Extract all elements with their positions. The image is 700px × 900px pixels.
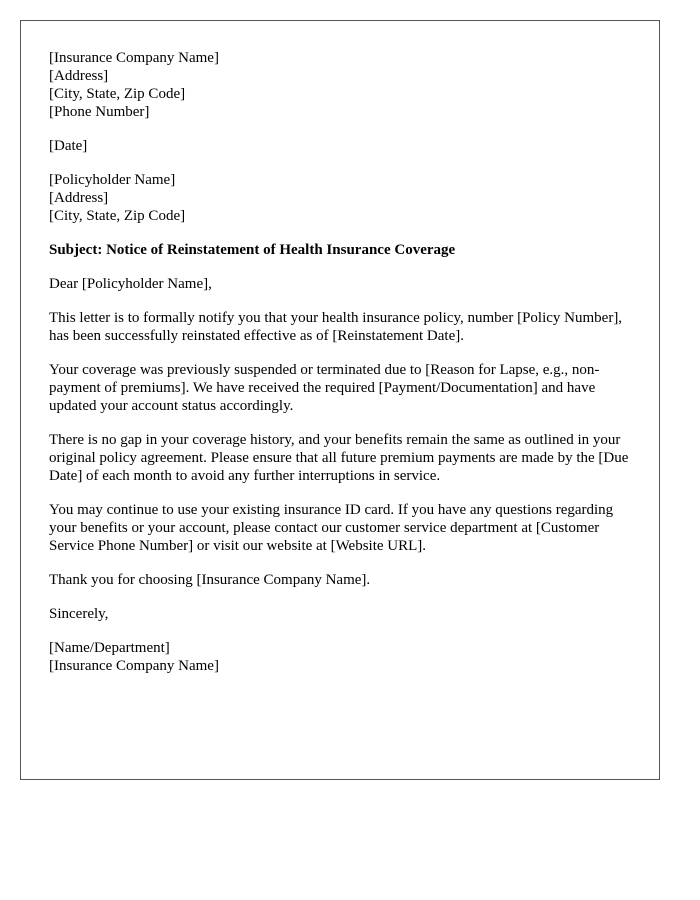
signature-name-department: [Name/Department] xyxy=(49,640,170,656)
signature-company: [Insurance Company Name] xyxy=(49,658,219,674)
body-paragraph-3: There is no gap in your coverage history, and your benefits remain the same as outlined in your original policy agreement. Please ensure that all future premium payments are made by the [Due Date] of each month to avoid any further interruptions in service. xyxy=(49,432,629,484)
closing-block xyxy=(49,605,637,623)
subject-block xyxy=(49,241,637,259)
closing: Sincerely, xyxy=(49,606,109,622)
body-paragraph-4: You may continue to use your existing insurance ID card. If you have any questions regarding your benefits or your account, please contact our customer service department at [Customer Service Phone Number] or visit our website at [Website URL]. xyxy=(49,502,614,554)
salutation: Dear [Policyholder Name], xyxy=(49,276,212,292)
date-block xyxy=(49,137,637,155)
body-paragraph-5: Thank you for choosing [Insurance Company Name]. xyxy=(49,572,371,588)
letter-content xyxy=(49,49,637,691)
body-paragraph-2: Your coverage was previously suspended or terminated due to [Reason for Lapse, e.g., non-payment of premiums]. We have received the required [Payment/Documentation] and have updated your account status accordingly. xyxy=(49,362,600,414)
sender-company: [Insurance Company Name] xyxy=(49,50,219,66)
sender-city-state-zip: [City, State, Zip Code] xyxy=(49,86,186,102)
recipient-address: [Address] xyxy=(49,190,109,206)
recipient-block xyxy=(49,171,637,225)
recipient-city-state-zip: [City, State, Zip Code] xyxy=(49,208,186,224)
letter-page xyxy=(20,20,660,780)
sender-address: [Address] xyxy=(49,68,109,84)
signature-block xyxy=(49,639,637,675)
sender-phone: [Phone Number] xyxy=(49,104,150,120)
letter-subject: Subject: Notice of Reinstatement of Health Insurance Coverage xyxy=(49,242,456,258)
body-paragraph-1: This letter is to formally notify you that your health insurance policy, number [Policy Number], has been successfully reinstated effective as of [Reinstatement Date]. xyxy=(49,310,623,344)
salutation-block xyxy=(49,275,637,293)
sender-block xyxy=(49,49,637,121)
letter-date: [Date] xyxy=(49,138,88,154)
recipient-name: [Policyholder Name] xyxy=(49,172,176,188)
